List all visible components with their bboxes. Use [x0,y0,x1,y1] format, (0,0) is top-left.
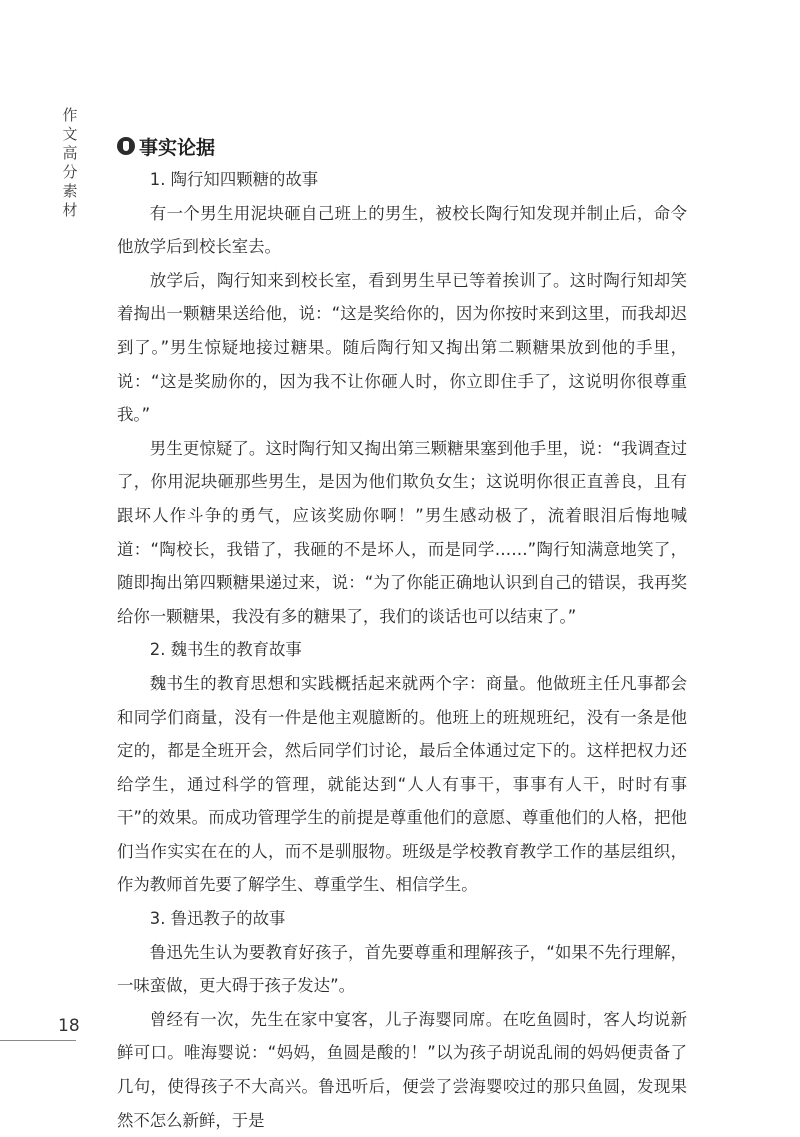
paragraph: 鲁迅先生认为要教育好孩子，首先要尊重和理解孩子，“如果不先行理解，一味蛮做，更大碍于孩子发达”。 [117,942,687,996]
subheading-story-3: 3. 鲁迅教子的故事 [149,909,286,929]
book-title: 作文高分素材 [62,106,78,219]
subheading-story-1: 1. 陶行知四颗糖的故事 [149,170,319,189]
paragraph: 魏书生的教育思想和实践概括起来就两个字：商量。他做班主任凡事都会和同学们商量，没有一件是他主观臆断的。他班上的班规班纪，没有一条是他定的，都是全班开会，然后同学们讨论，最后全体通过定下的。这样把权力还给学生，通过科学的管理，就能达到“人人有事干，事事有人干，时时有事干”的效果。而成功管理学生的前提是尊重他们的意愿、尊重他们的人格，把他们当作实实在在的人，而不是驯服物。班级是学校教育教学工作的基层组织，作为教师首先要了解学生、尊重学生、相信学生。 [117,673,687,895]
paragraph: 男生更惊疑了。这时陶行知又掏出第三颗糖果塞到他手里，说：“我调查过了，你用泥块砸那些男生，是因为他们欺负女生；这说明你很正直善良，且有跟坏人作斗争的勇气，应该奖励你啊！”男生感动极了，流着眼泪后悔地喊道：“陶校长，我错了，我砸的不是坏人，而是同学……”陶行知满意地笑了，随即掏出第四颗糖果递过来，说：“为了你能正确地认识到自己的错误，我再奖给你一颗糖果，我没有多的糖果了，我们的谈话也可以结束了。” [117,438,687,626]
page-number: 18 [58,1016,80,1036]
paragraph: 有一个男生用泥块砸自己班上的男生，被校长陶行知发现并制止后，命令他放学后到校长室去。 [117,203,687,257]
paragraph: 曾经有一次，先生在家中宴客，儿子海婴同席。在吃鱼圆时，客人均说新鲜可口。唯海婴说：“妈妈，鱼圆是酸的！”以为孩子胡说乱闹的妈妈便责备了几句，使得孩子不大高兴。鲁迅听后，便尝了尝海婴咬过的那只鱼圆，发现果然不怎么新鲜，于是 [117,1009,687,1130]
paragraph: 放学后，陶行知来到校长室，看到男生早已等着挨训了。这时陶行知却笑着掏出一颗糖果送给他，说：“这是奖给你的，因为你按时来到这里，而我却迟到了。”男生惊疑地接过糖果。随后陶行知又掏出第二颗糖果放到他的手里，说：“这是奖励你的，因为我不让你砸人时，你立即住手了，这说明你很尊重我。” [117,270,687,425]
section-title: 事实论据 [139,136,216,159]
subheading-story-2: 2. 魏书生的教育故事 [149,640,302,660]
section-heading [117,133,215,159]
article-body [117,163,687,1137]
footer-rule [0,1040,76,1041]
bulb-icon [117,137,135,155]
